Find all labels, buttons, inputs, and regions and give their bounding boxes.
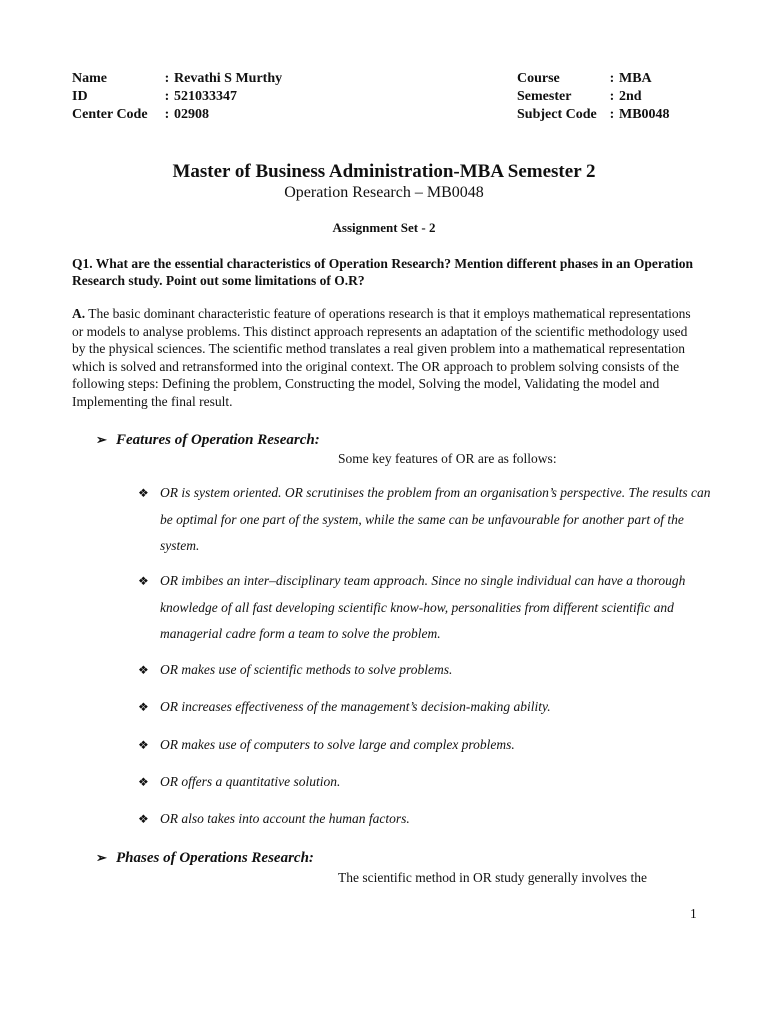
name-row [72, 70, 282, 88]
semester-label: Semester [517, 89, 572, 104]
phases-heading-text: Phases of Operations Research: [116, 850, 314, 866]
diamond-bullet-icon: ❖ [138, 700, 149, 714]
subject-code-label: Subject Code [517, 107, 597, 122]
answer-text: The basic dominant characteristic feature of operations research is that it employs mathematical representations or models to analyse problems. This distinct approach represents an adaptation of the scientific methodology used by the physical sciences. The scientific method translates a real given problem into a mathematical representation which is solved and retransformed into the original context. The OR approach to problem solving consists of the following steps: Defining the problem, Constructing the model, Solving the model, Validating the model and Implementing the final result. [72, 306, 691, 409]
diamond-bullet-icon: ❖ [138, 812, 149, 826]
separator: : [164, 89, 170, 104]
list-item-text: OR offers a quantitative solution. [160, 774, 341, 789]
semester-value: 2nd [619, 89, 642, 104]
diamond-bullet-icon: ❖ [138, 775, 149, 789]
list-item-text: OR makes use of scientific methods to solve problems. [160, 662, 453, 677]
separator: : [609, 71, 615, 86]
student-info [72, 70, 282, 124]
list-item-text: OR imbibes an inter–disciplinary team approach. Since no single individual can have a thorough knowledge of all fast developing scientific know-how, personalities from different scientific and managerial cadre form a team to solve the problem. [160, 573, 686, 641]
list-item-text: OR is system oriented. OR scrutinises the problem from an organisation’s perspective. The results can be optimal for one part of the system, while the same can be unfavourable for another part of the system. [160, 485, 711, 553]
list-item [138, 769, 713, 796]
diamond-bullet-icon: ❖ [138, 486, 149, 500]
answer-prefix: A. [72, 306, 86, 321]
list-item-text: OR also takes into account the human factors. [160, 811, 410, 826]
list-item-text: OR makes use of computers to solve large and complex problems. [160, 737, 515, 752]
center-code-label: Center Code [72, 107, 148, 122]
id-row [72, 88, 282, 106]
features-heading [96, 430, 320, 450]
features-heading-text: Features of Operation Research: [116, 432, 320, 448]
name-value: Revathi S Murthy [174, 71, 283, 86]
course-row [517, 70, 670, 88]
document-title: Master of Business Administration-MBA Semester 2 [172, 161, 596, 182]
arrow-bullet-icon: ➢ [96, 850, 107, 865]
document-subtitle: Operation Research – MB0048 [284, 184, 484, 201]
center-code-value: 02908 [174, 107, 209, 122]
phases-intro: The scientific method in OR study generally involves the [338, 870, 647, 885]
id-value: 521033347 [174, 89, 237, 104]
name-label: Name [72, 71, 107, 86]
list-item-text: OR increases effectiveness of the management’s decision-making ability. [160, 699, 551, 714]
list-item [138, 568, 713, 648]
page-number: 1 [690, 906, 697, 921]
separator: : [164, 107, 170, 122]
id-label: ID [72, 89, 88, 104]
course-info [517, 70, 670, 124]
list-item [138, 694, 713, 721]
list-item [138, 732, 713, 759]
subject-code-row [517, 106, 670, 124]
subject-code-value: MB0048 [619, 107, 670, 122]
diamond-bullet-icon: ❖ [138, 574, 149, 588]
diamond-bullet-icon: ❖ [138, 738, 149, 752]
separator: : [164, 71, 170, 86]
arrow-bullet-icon: ➢ [96, 432, 107, 447]
list-item [138, 480, 713, 560]
phases-heading [96, 848, 314, 868]
diamond-bullet-icon: ❖ [138, 663, 149, 677]
course-value: MBA [619, 71, 652, 86]
list-item [138, 657, 713, 684]
list-item [138, 806, 713, 833]
features-intro: Some key features of OR are as follows: [338, 451, 557, 466]
center-code-row [72, 106, 282, 124]
assignment-label: Assignment Set - 2 [332, 220, 436, 235]
answer-paragraph [72, 305, 702, 411]
course-label: Course [517, 71, 560, 86]
semester-row [517, 88, 670, 106]
separator: : [609, 107, 615, 122]
question-text: Q1. What are the essential characteristics of Operation Research? Mention different phases in an Operation Research study. Point out some limitations of O.R? [72, 256, 694, 288]
separator: : [609, 89, 615, 104]
